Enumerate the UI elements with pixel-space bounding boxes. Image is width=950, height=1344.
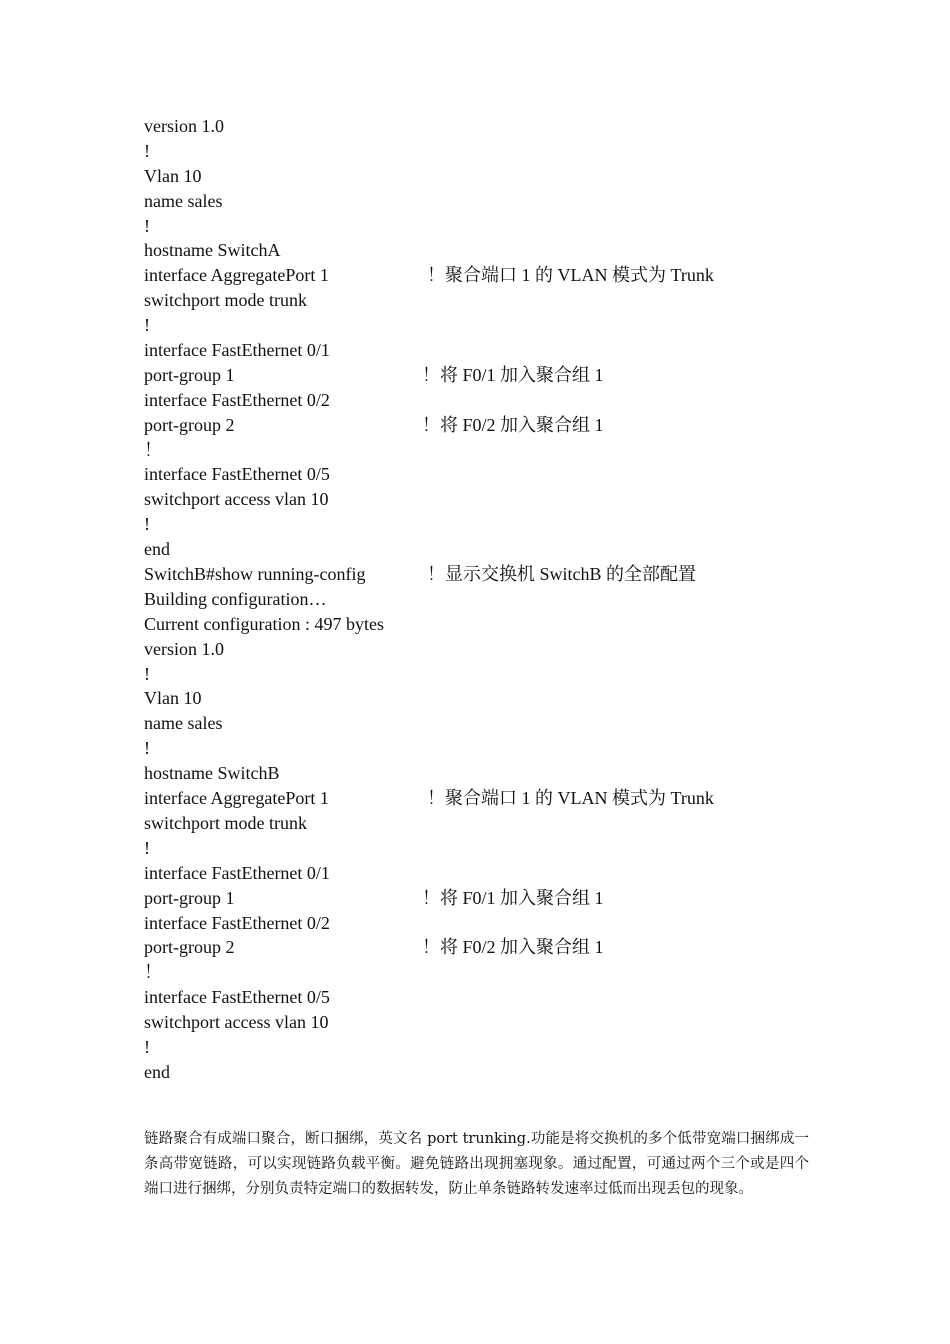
config-line [144, 711, 844, 736]
config-command: ! [144, 315, 150, 336]
config-line [144, 438, 844, 463]
config-line [144, 886, 844, 911]
config-command: interface FastEthernet 0/1 [144, 862, 330, 883]
config-line [144, 562, 844, 587]
config-line [144, 612, 844, 637]
config-command: ! [144, 215, 150, 236]
config-command: name sales [144, 190, 223, 211]
config-command: Building configuration… [144, 588, 327, 609]
config-command: SwitchB#show running-config [144, 564, 366, 585]
config-comment: ！聚合端口 1 的 VLAN 模式为 Trunk [427, 788, 714, 809]
config-command: port-group 1 [144, 364, 235, 385]
config-line [144, 736, 844, 761]
config-command: ! [144, 663, 150, 684]
config-command: switchport access vlan 10 [144, 1012, 329, 1033]
config-line [144, 263, 844, 288]
config-command: port-group 2 [144, 937, 235, 958]
config-line [144, 686, 844, 711]
config-line [144, 637, 844, 662]
config-command: interface FastEthernet 0/5 [144, 987, 330, 1008]
config-line [144, 164, 844, 189]
config-line [144, 1060, 844, 1085]
config-comment: ！将 F0/1 加入聚合组 1 [422, 887, 604, 908]
config-comment: ！聚合端口 1 的 VLAN 模式为 Trunk [427, 265, 714, 286]
running-config-listing [144, 114, 844, 1085]
config-line [144, 338, 844, 363]
config-line [144, 1035, 844, 1060]
config-command: ! [144, 1036, 150, 1057]
config-command: port-group 2 [144, 414, 235, 435]
config-command: Vlan 10 [144, 688, 202, 709]
config-command: interface AggregatePort 1 [144, 788, 329, 809]
config-line [144, 836, 844, 861]
config-command: end [144, 1061, 170, 1082]
config-line [144, 985, 844, 1010]
config-command: interface AggregatePort 1 [144, 265, 329, 286]
config-line [144, 911, 844, 936]
config-comment: ！将 F0/2 加入聚合组 1 [422, 414, 604, 435]
config-line [144, 238, 844, 263]
config-command: end [144, 539, 170, 560]
config-line [144, 363, 844, 388]
config-command: ！ [144, 962, 162, 983]
config-command: port-group 1 [144, 887, 235, 908]
config-line [144, 512, 844, 537]
config-line [144, 662, 844, 687]
config-command: interface FastEthernet 0/2 [144, 912, 330, 933]
config-line [144, 935, 844, 960]
config-command: interface FastEthernet 0/2 [144, 389, 330, 410]
config-line [144, 214, 844, 239]
config-command: hostname SwitchA [144, 240, 281, 261]
config-command: ! [144, 837, 150, 858]
config-command: switchport mode trunk [144, 290, 307, 311]
config-line [144, 388, 844, 413]
config-command: ! [144, 140, 150, 161]
config-command: Vlan 10 [144, 165, 202, 186]
config-line [144, 811, 844, 836]
config-line [144, 114, 844, 139]
config-line [144, 861, 844, 886]
config-command: interface FastEthernet 0/5 [144, 464, 330, 485]
config-comment: ！将 F0/1 加入聚合组 1 [422, 364, 604, 385]
config-line [144, 413, 844, 438]
explanation-paragraph: 链路聚合有成端口聚合，断口捆绑，英文名 port trunking.功能是将交换机的多个低带宽端口捆绑成一条高带宽链路，可以实现链路负载平衡。避免链路出现拥塞现象。通过配置，可通过两个三个或是四个端口进行捆绑，分别负责特定端口的数据转发，防止单条链路转发速率过低而出现丢包的现象。 [144, 1130, 809, 1197]
config-line [144, 139, 844, 164]
config-command: name sales [144, 713, 223, 734]
config-command: ! [144, 514, 150, 535]
config-command: version 1.0 [144, 116, 224, 136]
config-command: ! [144, 738, 150, 759]
config-line [144, 761, 844, 786]
config-command: switchport mode trunk [144, 812, 307, 833]
config-line [144, 462, 844, 487]
config-line [144, 189, 844, 214]
config-line [144, 487, 844, 512]
config-command: ！ [144, 439, 162, 460]
config-comment: ！将 F0/2 加入聚合组 1 [422, 937, 604, 958]
config-line [144, 786, 844, 811]
config-command: Current configuration : 497 bytes [144, 613, 384, 634]
config-command: interface FastEthernet 0/1 [144, 340, 330, 361]
config-command: switchport access vlan 10 [144, 489, 329, 510]
config-comment: ！显示交换机 SwitchB 的全部配置 [427, 564, 697, 585]
config-line [144, 587, 844, 612]
config-line [144, 537, 844, 562]
config-command: version 1.0 [144, 638, 224, 659]
config-line [144, 1010, 844, 1035]
config-line [144, 313, 844, 338]
config-command: hostname SwitchB [144, 763, 280, 784]
config-line [144, 288, 844, 313]
config-line [144, 960, 844, 985]
